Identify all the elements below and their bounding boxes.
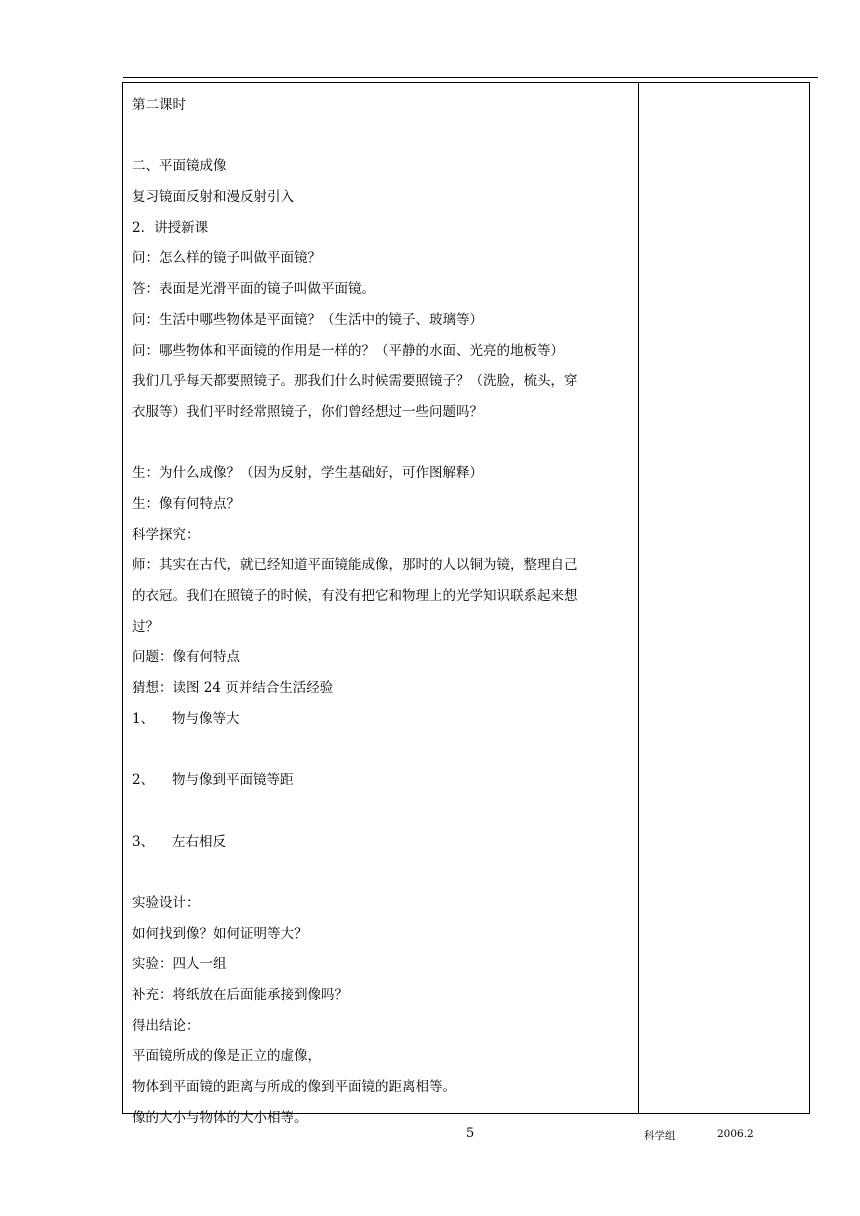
lesson-line: 师：其实在古代，就已经知道平面镜能成像，那时的人以铜为镜，整理自己 (132, 557, 578, 574)
blank-line (132, 428, 632, 459)
guess-number: 1、 (132, 710, 155, 727)
lesson-line: 实验：四人一组 (132, 956, 227, 973)
blank-line (132, 796, 632, 827)
lesson-line: 复习镜面反射和漫反射引入 (132, 189, 294, 206)
footer-group: 科学组 (644, 1130, 676, 1142)
section-heading: 二、平面镜成像 (132, 158, 227, 175)
lesson-line: 生：为什么成像？（因为反射，学生基础好，可作图解释） (132, 465, 483, 482)
guess-item (132, 765, 632, 796)
guess-text: 物与像等大 (172, 710, 240, 727)
guess-item (132, 704, 632, 735)
lesson-line: 科学探究： (132, 526, 200, 543)
lesson-content (132, 90, 632, 1133)
lesson-line: 答：表面是光滑平面的镜子叫做平面镜。 (132, 281, 375, 298)
guess-text: 物与像到平面镜等距 (172, 772, 294, 789)
lesson-content-cell (123, 83, 639, 1126)
lesson-plan-table (122, 82, 810, 1126)
lesson-line: 实验设计： (132, 894, 200, 911)
lesson-line: 问：生活中哪些物体是平面镜？（生活中的镜子、玻璃等） (132, 311, 483, 328)
lesson-line: 如何找到像？如何证明等大？ (132, 925, 308, 942)
lesson-line: 问题：像有何特点 (132, 649, 240, 666)
conclusion-line: 平面镜所成的像是正立的虚像， (132, 1048, 321, 1065)
blank-line (132, 734, 632, 765)
lesson-line: 的衣冠。我们在照镜子的时候，有没有把它和物理上的光学知识联系起来想 (132, 588, 578, 604)
footer-date: 2006.2 (717, 1128, 754, 1140)
blank-line (132, 857, 632, 888)
lesson-line: 我们几乎每天都要照镜子。那我们什么时候需要照镜子？（洗脸，梳头，穿 (132, 373, 578, 390)
lesson-line: 过？ (132, 618, 159, 635)
lesson-line: 得出结论： (132, 1017, 200, 1034)
lesson-line: 第二课时 (132, 97, 186, 113)
blank-line (132, 121, 632, 152)
lesson-line: 衣服等）我们平时经常照镜子，你们曾经想过一些问题吗？ (132, 403, 483, 420)
conclusion-line: 像的大小与物体的大小相等。 (132, 1109, 308, 1126)
guess-text: 左右相反 (172, 833, 226, 850)
conclusion-line: 物体到平面镜的距离与所成的像到平面镜的距离相等。 (132, 1079, 456, 1095)
guess-number: 2、 (132, 772, 155, 789)
lesson-line: 猜想：读图 24 页并结合生活经验 (132, 680, 334, 697)
lesson-line: 问：哪些物体和平面镜的作用是一样的？（平静的水面、光亮的地板等） (132, 342, 564, 359)
lesson-line: 生：像有何特点？ (132, 495, 240, 512)
notes-cell (639, 83, 809, 1113)
lesson-line: 补充：将纸放在后面能承接到像吗？ (132, 986, 348, 1003)
page-number: 5 (466, 1126, 475, 1141)
header-rule (123, 77, 818, 78)
lesson-line: 问：怎么样的镜子叫做平面镜？ (132, 250, 321, 267)
lesson-line: 2．讲授新课 (132, 219, 209, 236)
guess-number: 3、 (132, 833, 155, 850)
guess-item (132, 827, 632, 858)
